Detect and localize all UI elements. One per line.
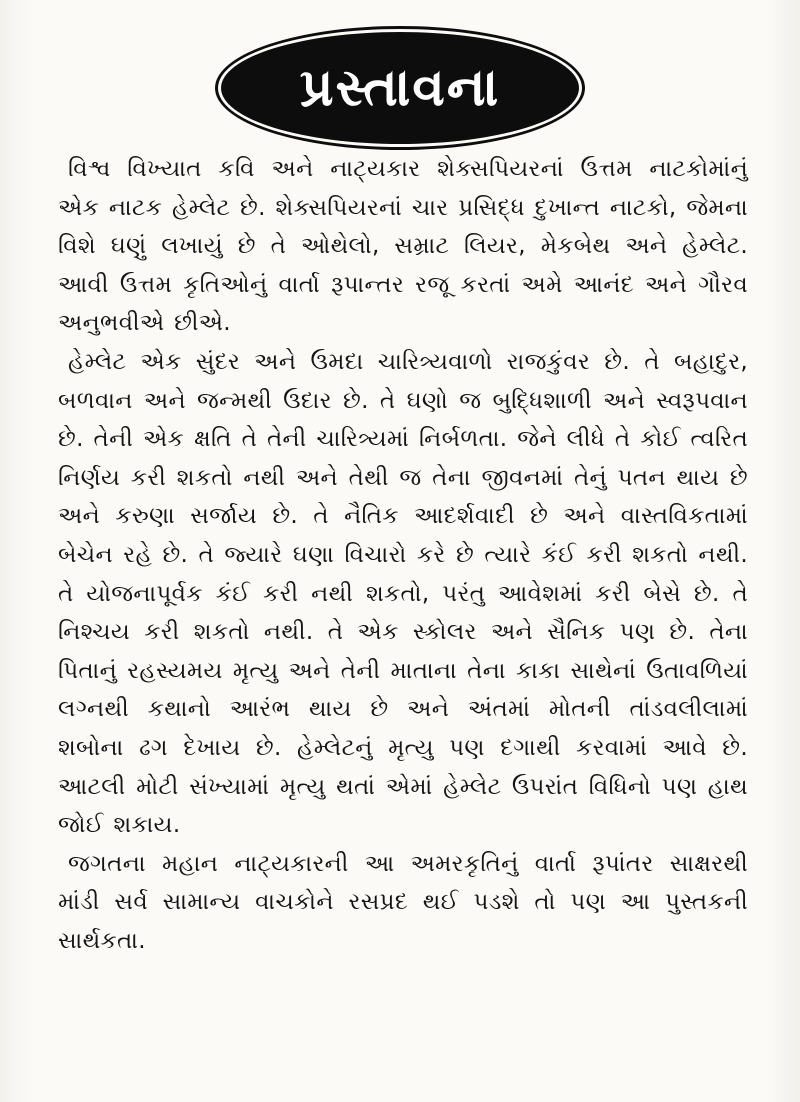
- paragraph-conclusion: જગતના મહાન નાટ્યકારની આ અમરકૃતિનું વાર્તા રૂપાંતર સાક્ષરથી માંડી સર્વ સામાન્ય વાચકોને રસપ્રદ થઈ પડશે તો પણ આ પુસ્તકની સાર્થકતા.: [58, 850, 748, 954]
- page-title: પ્રસ્તાવના: [299, 58, 501, 118]
- paragraph-intro: વિશ્વ વિખ્યાત કવિ અને નાટ્યકાર શેક્સપિયરનાં ઉત્તમ નાટકોમાંનું એક નાટક હેમ્લેટ છે. શેક્સપિયરનાં ચાર પ્રસિદ્ધ દુખાન્ત નાટકો, જેમના વિશે ઘણું લખાયું છે તે ઓથેલો, સમ્રાટ લિયર, મેકબેથ અને હેમ્લેટ. આવી ઉત્તમ કૃતિઓનું વાર્તા રૂપાન્તર રજૂ કરતાં અમે આનંદ અને ગૌરવ અનુભવીએ છીએ.: [58, 156, 748, 337]
- preface-body: [58, 150, 748, 960]
- heading-banner: [0, 28, 800, 148]
- heading-oval: [221, 32, 579, 144]
- paragraph-hamlet-character: હેમ્લેટ એક સુંદર અને ઉમદા ચારિત્ર્યવાળો રાજકુંવર છે. તે બહાદુર, બળવાન અને જન્મથી ઉદાર છે. તે ઘણો જ બુદ્ધિશાળી અને સ્વરૂપવાન છે. તેની એક ક્ષતિ તે તેની ચારિત્ર્યમાં નિર્બળતા. જેને લીધે તે કોઈ ત્વરિત નિર્ણય કરી શકતો નથી અને તેથી જ તેના જીવનમાં તેનું પતન થાય છે અને કરુણા સર્જાય છે. તે નૈતિક આદર્શવાદી છે અને વાસ્તવિકતામાં બેચેન રહે છે. તે જ્યારે ઘણા વિચારો કરે છે ત્યારે કંઈ કરી શકતો નથી. તે યોજનાપૂર્વક કંઈ કરી નથી શકતો, પરંતુ આવેશમાં કરી બેસે છે. તે નિશ્ચય કરી શકતો નથી. તે એક સ્કોલર અને સૈનિક પણ છે. તેના પિતાનું રહસ્યમય મૃત્યુ અને તેની માતાના તેના કાકા સાથેનાં ઉતાવળિયાં લગ્નથી કથાનો આરંભ થાય છે અને અંતમાં મોતની તાંડવલીલામાં શબોના ઢગ દેખાય છે. હેમ્લેટનું મૃત્યુ પણ દગાથી કરવામાં આવે છે. આટલી મોટી સંખ્યામાં મૃત્યુ થતાં એમાં હેમ્લેટ ઉપરાંત વિધિનો પણ હાથ જોઈ શકાય.: [58, 348, 748, 839]
